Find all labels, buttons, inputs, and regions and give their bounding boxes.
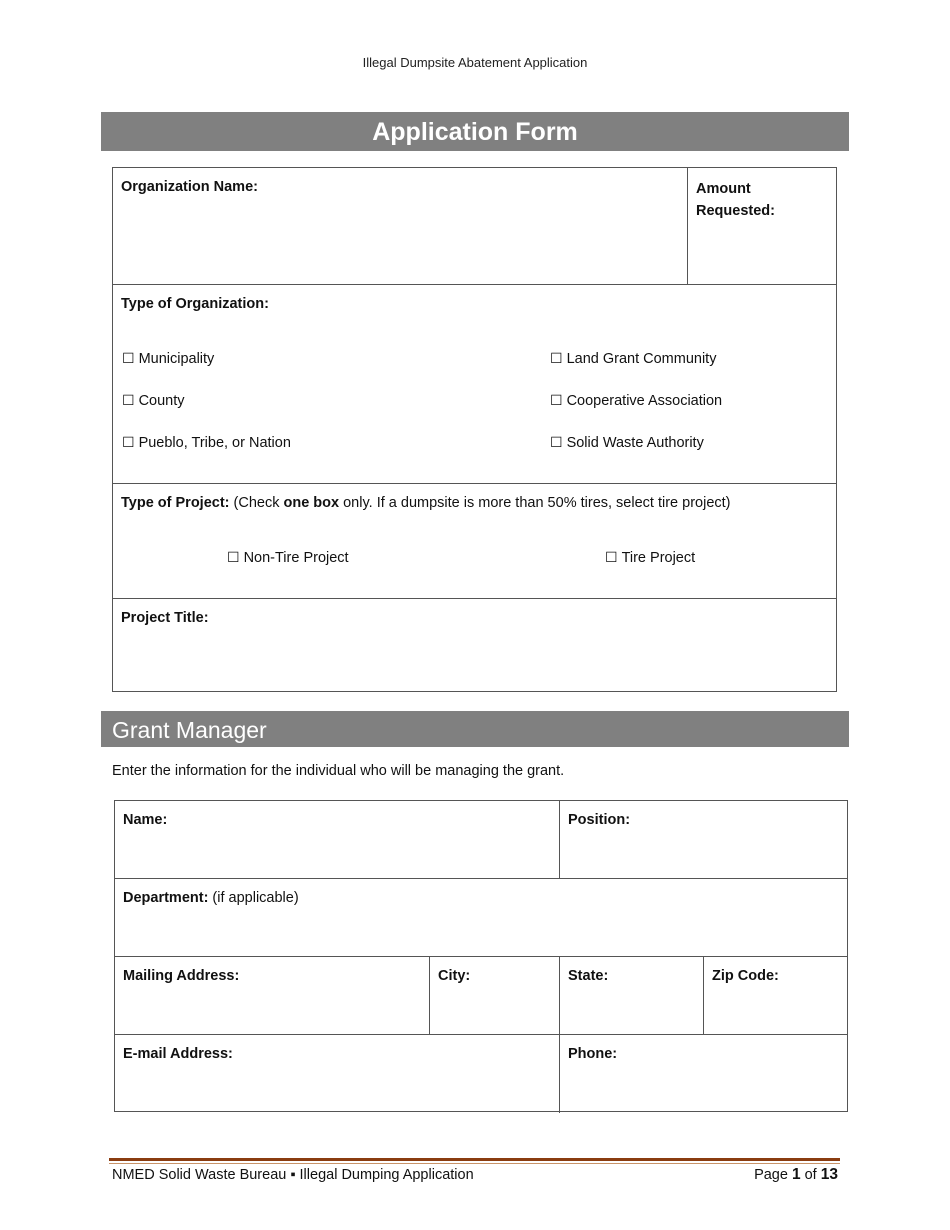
application-form-table [112,167,837,692]
email-phone-row [115,1035,847,1113]
org-name-row [113,168,836,285]
checkbox-icon: ☐ [605,550,618,566]
grant-manager-banner: Grant Manager [101,711,849,747]
checkbox-municipality[interactable]: ☐ Municipality [122,351,215,367]
footer-title: NMED Solid Waste Bureau ▪ Illegal Dumping Application [112,1167,474,1183]
department-field[interactable] [115,879,847,956]
checkbox-solid-waste-authority[interactable]: ☐ Solid Waste Authority [550,435,704,451]
name-field[interactable] [115,801,560,878]
email-address-field[interactable] [115,1035,560,1113]
checkbox-tire-project[interactable]: ☐ Tire Project [605,550,696,566]
checkbox-icon: ☐ [122,435,135,451]
mailing-address-field[interactable] [115,957,430,1034]
grant-manager-intro: Enter the information for the individual who will be managing the grant. [112,763,565,779]
mailing-address-label: Mailing Address: [123,968,240,984]
checkbox-icon: ☐ [550,435,563,451]
footer-divider [109,1158,840,1161]
checkbox-icon: ☐ [122,393,135,409]
position-field[interactable] [560,801,847,878]
project-type-row [113,484,836,599]
department-label: Department: [123,890,209,906]
city-label: City: [438,968,471,984]
checkbox-non-tire-project[interactable]: ☐ Non-Tire Project [227,550,349,566]
amount-requested-label: Amount Requested: [696,181,775,219]
position-label: Position: [568,812,631,828]
project-type-label: Type of Project: [121,495,230,511]
application-form-banner: Application Form [101,112,849,151]
project-type-section [113,484,836,598]
zip-code-label: Zip Code: [712,968,779,984]
email-address-label: E-mail Address: [123,1046,233,1062]
checkbox-land-grant-community[interactable]: ☐ Land Grant Community [550,351,717,367]
org-type-section [113,285,836,483]
organization-name-label: Organization Name: [121,179,258,195]
project-title-field[interactable] [113,599,836,691]
department-row [115,879,847,957]
grant-manager-table [114,800,848,1112]
state-field[interactable] [560,957,704,1034]
project-title-label: Project Title: [121,610,209,626]
state-label: State: [568,968,609,984]
department-note: (if applicable) [208,890,299,906]
name-label: Name: [123,812,168,828]
checkbox-icon: ☐ [227,550,240,566]
footer-divider-thin [109,1163,840,1164]
org-type-label: Type of Organization: [121,296,269,312]
checkbox-cooperative-association[interactable]: ☐ Cooperative Association [550,393,723,409]
project-type-note: (Check one box only. If a dumpsite is more than 50% tires, select tire project) [233,495,731,511]
running-header: Illegal Dumpsite Abatement Application [362,55,588,70]
name-position-row [115,801,847,879]
phone-label: Phone: [568,1046,618,1062]
amount-requested-field[interactable] [688,168,836,284]
organization-name-field[interactable] [113,168,688,284]
checkbox-icon: ☐ [122,351,135,367]
org-type-row [113,285,836,484]
zip-code-field[interactable] [704,957,847,1034]
address-row [115,957,847,1035]
checkbox-icon: ☐ [550,351,563,367]
checkbox-county[interactable]: ☐ County [122,393,185,409]
city-field[interactable] [430,957,560,1034]
phone-field[interactable] [560,1035,847,1113]
checkbox-icon: ☐ [550,393,563,409]
page-number: Page 1 of 13 [754,1166,838,1183]
checkbox-pueblo-tribe-nation[interactable]: ☐ Pueblo, Tribe, or Nation [122,435,291,451]
project-title-row [113,599,836,691]
